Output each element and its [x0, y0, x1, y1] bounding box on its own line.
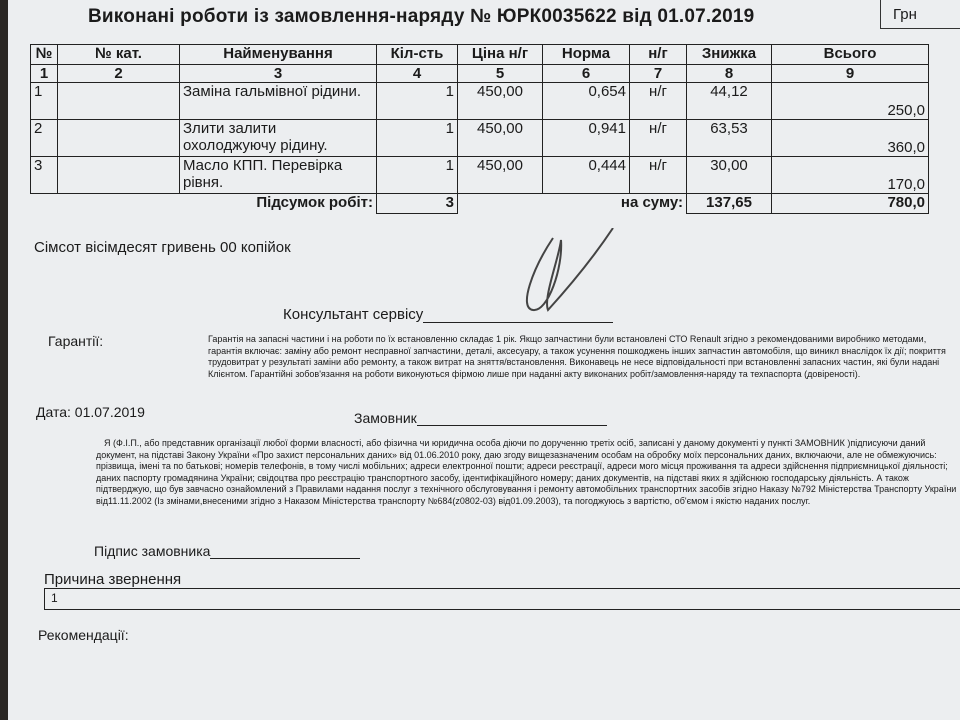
row-qty: 1	[377, 120, 458, 157]
currency-label: Грн	[893, 6, 917, 23]
row-discount: 30,00	[687, 157, 772, 194]
summary-qty: 3	[377, 194, 458, 214]
row-norm: 0,444	[543, 157, 630, 194]
customer-signature-label: Підпис замовника	[94, 543, 211, 559]
col-header-name: Найменування	[180, 45, 377, 65]
table-row	[31, 120, 929, 157]
col-header-number: №	[31, 45, 58, 65]
row-price: 450,00	[458, 120, 543, 157]
signature-line	[417, 425, 607, 426]
recommendations-label: Рекомендації:	[38, 627, 129, 643]
row-catalog	[58, 120, 180, 157]
reason-label: Причина звернення	[44, 571, 182, 588]
row-name: Масло КПП. Перевірка рівня.	[180, 157, 377, 194]
column-numbers-row	[31, 65, 929, 83]
row-norm: 0,941	[543, 120, 630, 157]
row-catalog	[58, 157, 180, 194]
row-number: 2	[31, 120, 58, 157]
summary-row	[31, 194, 929, 214]
guarantee-label: Гарантії:	[48, 333, 104, 349]
col-number: 2	[58, 65, 180, 83]
sum-label: на суму:	[458, 194, 687, 214]
col-number: 4	[377, 65, 458, 83]
signature-line	[423, 322, 613, 323]
col-header-total: Всього	[772, 45, 929, 65]
table-row	[31, 83, 929, 120]
row-unit: н/г	[630, 83, 687, 120]
row-unit: н/г	[630, 157, 687, 194]
work-order-document	[8, 0, 960, 720]
col-number: 8	[687, 65, 772, 83]
personal-data-consent-text: Я (Ф.І.П., або представник організації любої форми власності, або фізична чи юридична особа діючи по дорученню третіх осіб, записані у даному документі у пункті ЗАМОВНИК )підписуючи даний документ, на підставі Закону України «Про захист персональних даних» від 01.06.2010 року, даю згоду вищезазначеним особам на обробку моїх персональних даних, включаючи, але не обмежуючись: прізвища, імені та по батькові; номерів телефонів, в тому числі мобільних; адреси електронної пошти; адреси реєстрації, адреси мого місця проживання та адреси здійснення підприємницької діяльності; даних паспорту громадянина України; свідоцтва про реєстрацію транспортного засобу, ідентифікаційного номеру; даних документів, на підставі яких я здійснюю господарську діяльність. А також підтверджую, що був завчасно ознайомлений з Правилами надання послуг з технічного обслуговування і ремонту автомобільних транспортних засобів згідно Наказу №792 Міністерства Транспорту України від11.11.2002 (Із змінами,внесеними згідно з Наказом Міністерства транспорту №684(z0802-03) від01.09.2003), та погоджуюсь з вартістю, об'ємом і якістю наданих послуг.	[96, 438, 957, 506]
reason-box	[44, 588, 960, 610]
summary-label: Підсумок робіт:	[31, 194, 377, 214]
col-header-discount: Знижка	[687, 45, 772, 65]
col-header-qty: Кіл-сть	[377, 45, 458, 65]
col-number: 9	[772, 65, 929, 83]
col-number: 6	[543, 65, 630, 83]
row-discount: 63,53	[687, 120, 772, 157]
row-catalog	[58, 83, 180, 120]
row-price: 450,00	[458, 157, 543, 194]
reason-value: 1	[51, 591, 58, 605]
col-header-unit: н/г	[630, 45, 687, 65]
amount-in-words: Сімсот вісімдесят гривень 00 копійок	[34, 239, 291, 256]
client-label: Замовник	[354, 410, 417, 426]
col-number: 1	[31, 65, 58, 83]
sum-total: 780,0	[772, 194, 929, 214]
row-total: 170,0	[772, 157, 929, 194]
col-header-norm: Норма	[543, 45, 630, 65]
row-unit: н/г	[630, 120, 687, 157]
row-qty: 1	[377, 157, 458, 194]
customer-signature-line	[94, 543, 360, 559]
signature-line	[210, 558, 360, 559]
client-signature-line	[354, 410, 607, 426]
table-header-row	[31, 45, 929, 65]
works-table	[30, 44, 929, 214]
col-number: 5	[458, 65, 543, 83]
col-number: 7	[630, 65, 687, 83]
col-header-catalog: № кат.	[58, 45, 180, 65]
col-number: 3	[180, 65, 377, 83]
row-price: 450,00	[458, 83, 543, 120]
row-norm: 0,654	[543, 83, 630, 120]
table-row	[31, 157, 929, 194]
guarantee-text: Гарантія на запасні частини і на роботи по їх встановленню складає 1 рік. Якщо запчастини були встановлені СТО Renault згідно з рекомендованими виробнико методами, гарантія включає: заміну або ремонт несправної запчастини, деталі, аксесуару, а також усунення пошкоджень інших запчастин автомобіля, що виникл внаслідок їх дії; покриття трудовитрат у результаті заміни або ремонту, а також витрат на зняття/встановлення. Виконавець не несе відповідальності при встановленні запасних частин, які були надані Клієнтом. Гарантійні зобов'язання на роботи виконуються фірмою лише при наданні акту виконаних робіт/замовлення-наряду та техпаспорта (довіреності).	[208, 334, 946, 379]
row-number: 1	[31, 83, 58, 120]
currency-box	[880, 0, 960, 29]
row-number: 3	[31, 157, 58, 194]
row-total: 360,0	[772, 120, 929, 157]
document-date: Дата: 01.07.2019	[36, 404, 145, 420]
handwritten-signature	[513, 228, 623, 318]
row-name: Злити залити охолоджуючу рідину.	[180, 120, 377, 157]
document-title: Виконані роботи із замовлення-наряду № ЮРК0035622 від 01.07.2019	[88, 6, 755, 27]
row-qty: 1	[377, 83, 458, 120]
col-header-price: Ціна н/г	[458, 45, 543, 65]
row-name: Заміна гальмівної рідини.	[180, 83, 377, 120]
row-discount: 44,12	[687, 83, 772, 120]
sum-discount: 137,65	[687, 194, 772, 214]
consultant-label: Консультант сервісу	[283, 306, 424, 323]
row-total: 250,0	[772, 83, 929, 120]
